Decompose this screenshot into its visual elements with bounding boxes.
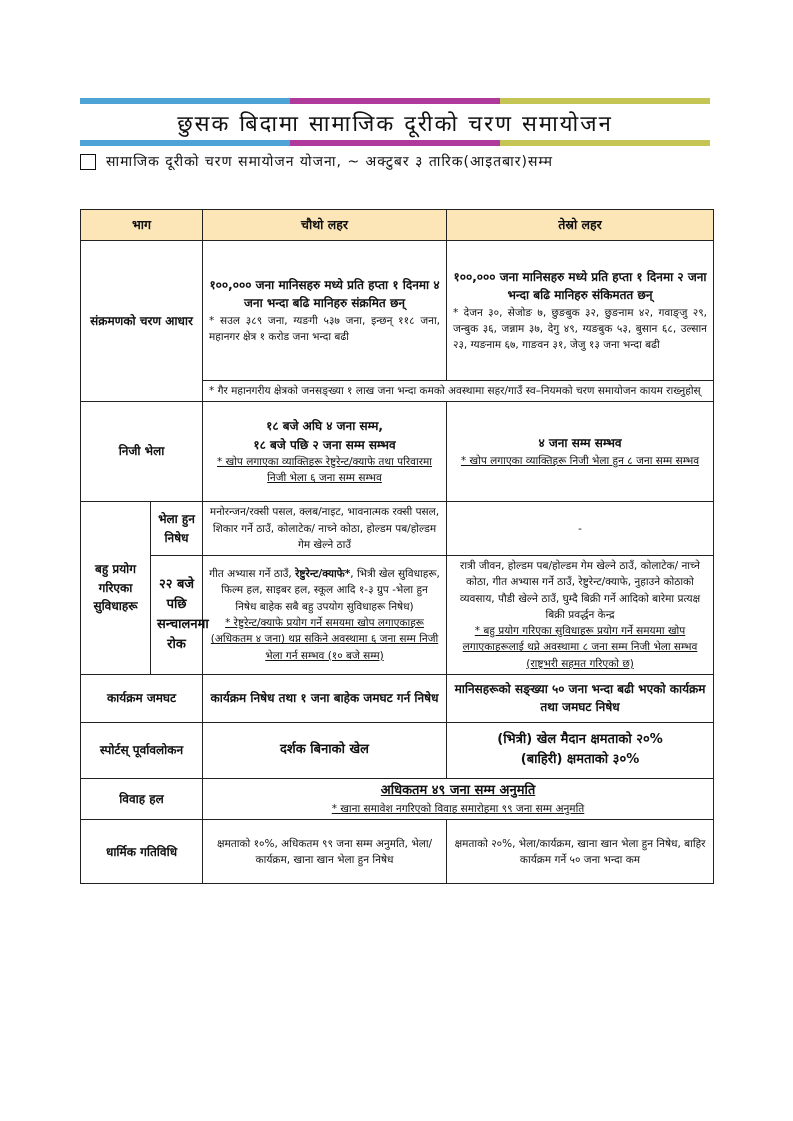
transmission-footnote: * गैर महानगरीय क्षेत्रको जनसङ्ख्या १ लाख जना भन्दा कमको अवस्थामा सहर/गाउँ स्व–नियमको चरण समायोजन कायम राख्नुहोस्	[203, 381, 714, 402]
wedding-main: अधिकतम ४९ जना सम्म अनुमति	[380, 782, 536, 798]
events-fourth: कार्यक्रम निषेध तथा १ जना बाहेक जमघट गर्न निषेध	[203, 674, 447, 722]
top-color-bar	[80, 98, 710, 104]
transmission-third	[447, 241, 714, 381]
transmission-fourth-detail: * सउल ३८९ जना, ग्यङगी ५३७ जना, इन्छन् ११८ जना, महानगर क्षेत्र १ करोड जना भन्दा बढी	[209, 314, 441, 344]
header-part: भाग	[81, 210, 203, 241]
events-label: कार्यक्रम जमघट	[81, 674, 203, 722]
private-fourth	[203, 402, 447, 502]
transmission-label: संक्रमणको चरण आधार	[81, 241, 203, 402]
private-third-main: ४ जना सम्म सम्भव	[538, 436, 622, 451]
sports-third	[447, 722, 714, 778]
wedding-label: विवाह हल	[81, 778, 203, 819]
events-row	[81, 674, 714, 722]
private-third	[447, 402, 714, 502]
religious-label: धार्मिक गतिविधि	[81, 820, 203, 884]
facilities-limit-third-note: * बहु प्रयोग गरिएका सुविधाहरू प्रयोग गर्ने समयमा खोप लगाएकाहरूलाई थप्ने अवस्थामा ८ जना सम्म निजी भेला सम्भव (राष्ट्रभरी सहमत गरिएको छ)	[462, 625, 698, 670]
facilities-ban-row	[81, 502, 714, 556]
sports-row	[81, 722, 714, 778]
private-third-note: * खोप लगाएका व्याक्तिहरू निजी भेला हुन ८ जना सम्म सम्भव	[460, 454, 700, 467]
facilities-limit-third-text: रात्री जीवन, होल्डम पब/होल्डम गेम खेल्ने ठाउँ, कोलाटेक/ नाच्ने कोठा, गीत अभ्यास गर्ने ठाउँ, रेष्टुरेन्ट/क्याफे, नुहाउने कोठाको व्यवसाय, पौडी खेल्ने ठाउँ, घुम्दै बिक्री गर्ने आदिको बारेमा प्रत्यक्ष बिक्री प्रवर्द्धन केन्द्र	[459, 560, 701, 621]
facilities-ban-fourth: मनोरन्जन/रक्सी पसल, क्लब/नाइट, भावनात्मक रक्सी पसल, शिकार गर्ने ठाउँ, कोलाटेक/ नाच्ने कोठा, होल्डम पब/होल्डम गेम खेल्ने ठाउँ	[203, 502, 447, 556]
header-fourth-wave: चौथो लहर	[203, 210, 447, 241]
private-fourth-main-2: १८ बजे पछि २ जना सम्म सम्भव	[253, 437, 396, 452]
sports-third-2: (बाहिरी) क्षमताको ३०%	[520, 752, 640, 768]
wedding-note: * खाना समावेश नगरिएको विवाह समारोहमा ९९ जना सम्म अनुमति	[331, 803, 585, 816]
religious-fourth: क्षमताको १०%, अधिकतम ९९ जना सम्म अनुमति, भेला/कार्यक्रम, खाना खान भेला हुन निषेध	[203, 820, 447, 884]
facilities-limit-fourth-note: * रेष्टुरेन्ट/क्याफे प्रयोग गर्ने समयमा खोप लगाएकाहरू (अधिकतम ४ जना) थप्न सकिने अवस्थामा ६ जना सम्म निजी भेला गर्न सम्भव (१० बजे सम्म)	[210, 616, 439, 662]
facilities-limit-fourth	[203, 556, 447, 675]
subtitle: सामाजिक दूरीको चरण समायोजन योजना, ~ अक्टुबर ३ तारिक(आइतबार)सम्म	[106, 154, 553, 170]
header-third-wave: तेस्रो लहर	[447, 210, 714, 241]
private-row	[81, 402, 714, 502]
facilities-ban-third: -	[447, 502, 714, 556]
wedding-row	[81, 778, 714, 819]
facilities-limit-fourth-bold: रेष्टुरेन्ट/क्याफे*	[295, 568, 351, 581]
transmission-fourth-main: १००,००० जना मानिसहरु मध्ये प्रति हप्ता १ दिनमा ४ जना भन्दा बढि मानिहरु संक्रमित छन्	[209, 277, 440, 311]
transmission-third-main: १००,००० जना मानिसहरु मध्ये प्रति हप्ता १ दिनमा २ जना भन्दा बढि मानिहरु संकिमतत छन्	[453, 269, 707, 303]
measures-table	[80, 209, 714, 884]
facilities-ban-label: भेला हुन निषेध	[151, 502, 203, 556]
table-header-row	[81, 210, 714, 241]
wedding-value	[203, 778, 714, 819]
private-fourth-note: * खोप लगाएका व्याक्तिहरू रेष्टुरेन्ट/क्याफे तथा परिवारमा निजी भेला ६ जना सम्म सम्भव	[217, 456, 432, 485]
page-title: छुसक बिदामा सामाजिक दूरीको चरण समायोजन	[177, 112, 613, 137]
religious-third: क्षमताको २०%, भेला/कार्यक्रम, खाना खान भेला हुन निषेध, बाहिर कार्यक्रम गर्ने ५० जना भन्दा कम	[447, 820, 714, 884]
bottom-color-bar	[80, 140, 710, 146]
transmission-third-detail: * देजन ३०, सेजोङ ७, छुङबुक ३२, छुङनाम ४२, गवाङ्जु २९, जन्बुक ३६, जन्नाम ३७, देगु ४९, ग्यङबुक ५३, बुसान ६८, उल्सान २३, ग्यङनाम ६७, गाङवन ३१, जेजु १३ जना भन्दा बढी	[453, 306, 708, 352]
facilities-limit-row	[81, 556, 714, 675]
facilities-limit-fourth-a: गीत अभ्यास गर्ने ठाउँ,	[209, 568, 296, 581]
events-third: मानिसहरूको सङ्ख्या ५० जना भन्दा बढी भएको कार्यक्रम तथा जमघट निषेध	[447, 674, 714, 722]
facilities-limit-third	[447, 556, 714, 675]
sports-fourth: दर्शक बिनाको खेल	[203, 722, 447, 778]
checkbox-icon	[80, 154, 96, 170]
transmission-fourth	[203, 241, 447, 381]
private-label: निजी भेला	[81, 402, 203, 502]
religious-row	[81, 820, 714, 884]
subtitle-row	[80, 152, 553, 171]
facilities-label: बहु प्रयोग गरिएका सुविधाहरू	[81, 502, 151, 675]
facilities-limit-label: २२ बजे पछि सन्चालनमा रोक	[151, 556, 203, 675]
sports-label: स्पोर्टस् पूर्वावलोकन	[81, 722, 203, 778]
facilities-limit-fourth-b: , भित्री खेल सुविधाहरू, फिल्म हल, साइबर हल, स्कूल आदि १-३ ग्रुप -भेला हुन निषेध बाहेक सबै बहु उपयोग सुविधाहरू निषेध)	[221, 568, 440, 613]
private-fourth-main-1: १८ बजे अघि ४ जना सम्म,	[266, 418, 383, 433]
sports-third-1: (भित्री) खेल मैदान क्षमताको २०%	[497, 732, 663, 748]
transmission-row	[81, 241, 714, 381]
